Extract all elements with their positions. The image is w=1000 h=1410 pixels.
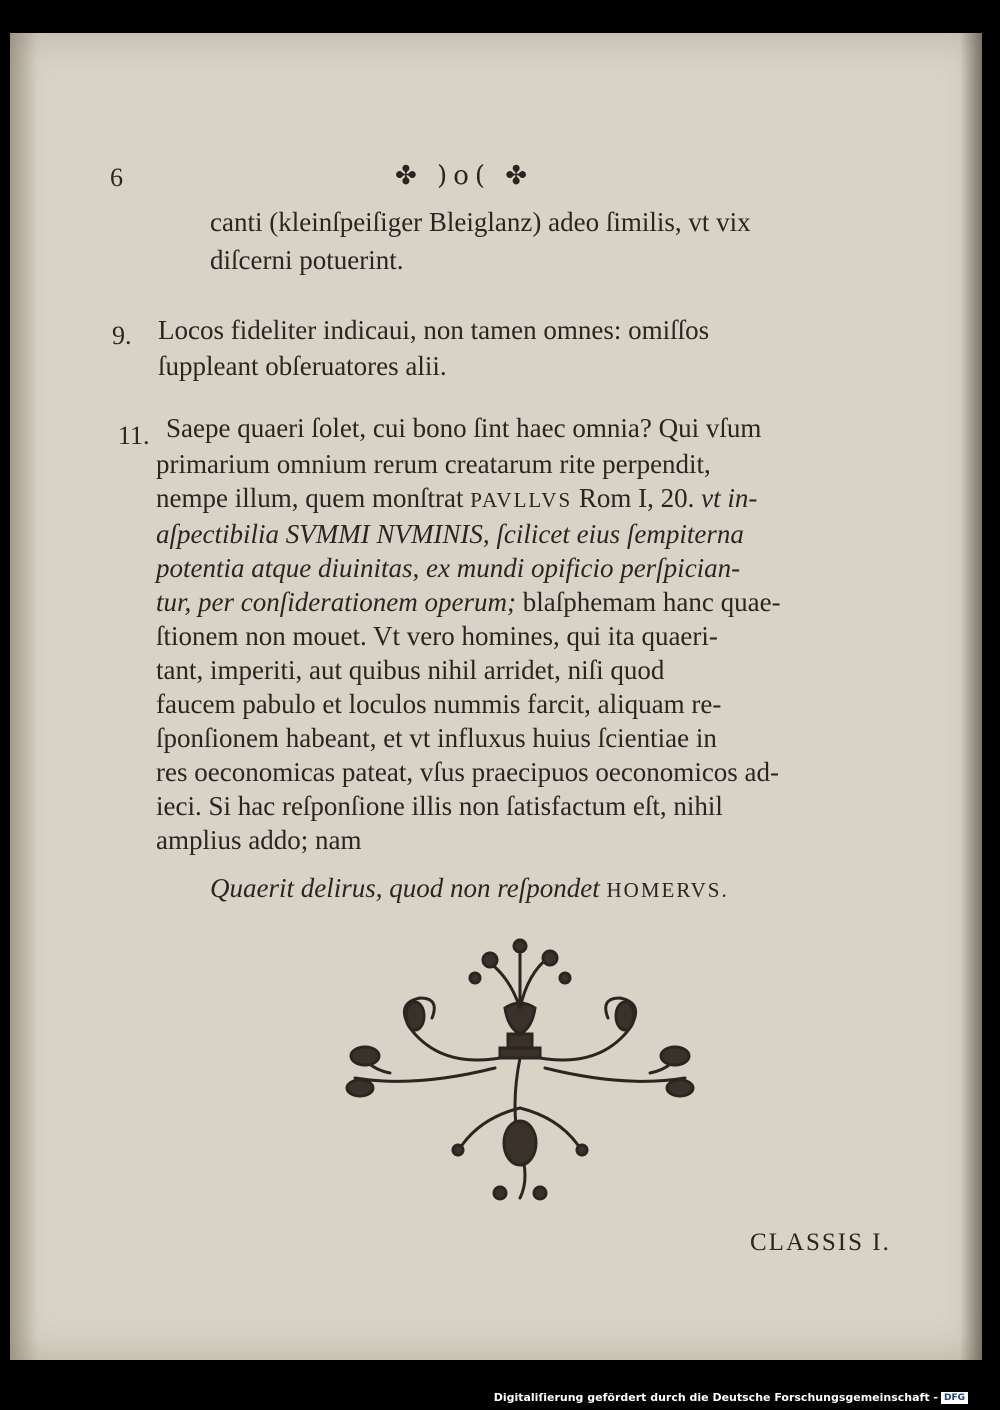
para3-line3-a: nempe illum, quem monſtrat (156, 483, 471, 513)
para3-line12: ieci. Si hac reſponſione illis non ſatisfactum eſt, nihil (156, 791, 723, 821)
para3-line3-d: vt in- (701, 483, 758, 513)
quote-author: HOMERVS. (606, 878, 729, 902)
para3-line1: Saepe quaeri ſolet, cui bono ſint haec omnia? Qui vſum (166, 413, 762, 443)
para1-line1: canti (kleinſpeiſiger Bleiglanz) adeo ſimilis, vt vix (210, 207, 751, 237)
quote-text: Quaerit delirus, quod non reſpondet (210, 873, 600, 903)
para3-line11: res oeconomicas pateat, vſus praecipuos oeconomicos ad- (156, 757, 780, 787)
para3-number: 11. (118, 421, 150, 450)
author-paullus: PAVLLVS (470, 488, 573, 512)
para3-line6-b: blaſphemam hanc quae- (515, 587, 781, 617)
para3-line7: ſtionem non mouet. Vt vero homines, qui ita quaeri- (156, 621, 718, 651)
catchword: CLASSIS I. (750, 1229, 891, 1256)
para3-line6 (156, 585, 781, 619)
para3-line13: amplius addo; nam (156, 825, 362, 855)
book-page (10, 33, 982, 1360)
header-ornament: ✤ )o( ✤ (395, 161, 534, 191)
para3-line3 (156, 481, 757, 517)
para1-line2: diſcerni potuerint. (210, 245, 404, 275)
homer-quote (210, 871, 729, 907)
digitization-footer (494, 1391, 968, 1404)
para3-line5: potentia atque diuinitas, ex mundi opificio perſpician- (156, 553, 741, 583)
dfg-logo: DFG (941, 1392, 968, 1404)
para3-line8: tant, imperiti, aut quibus nihil arridet, niſi quod (156, 655, 665, 685)
para2-line1: Locos fideliter indicaui, non tamen omnes: omiſſos (158, 315, 710, 345)
footer-text: Digitaliſierung gefördert durch die Deutsche Forschungsgemeinschaft - (493, 1391, 938, 1404)
para3-line6-a: tur, per conſiderationem operum; (156, 587, 516, 617)
para3-line10: ſponſionem habeant, et vt influxus huius ſcientiae in (156, 723, 717, 753)
para3-line9: faucem pabulo et loculos nummis farcit, aliquam re- (156, 689, 722, 719)
para3-line4: aſpectibilia SVMMI NVMINIS, ſcilicet eius ſempiterna (156, 519, 744, 549)
para2-line2: ſuppleant obſeruatores alii. (158, 351, 447, 381)
para3-line3-c: Rom I, 20. (572, 483, 702, 513)
page-number: 6 (110, 163, 123, 192)
floral-vignette-ornament (330, 938, 710, 1208)
para3-line2: primarium omnium rerum creatarum rite perpendit, (156, 449, 711, 479)
para2-number: 9. (112, 321, 132, 350)
